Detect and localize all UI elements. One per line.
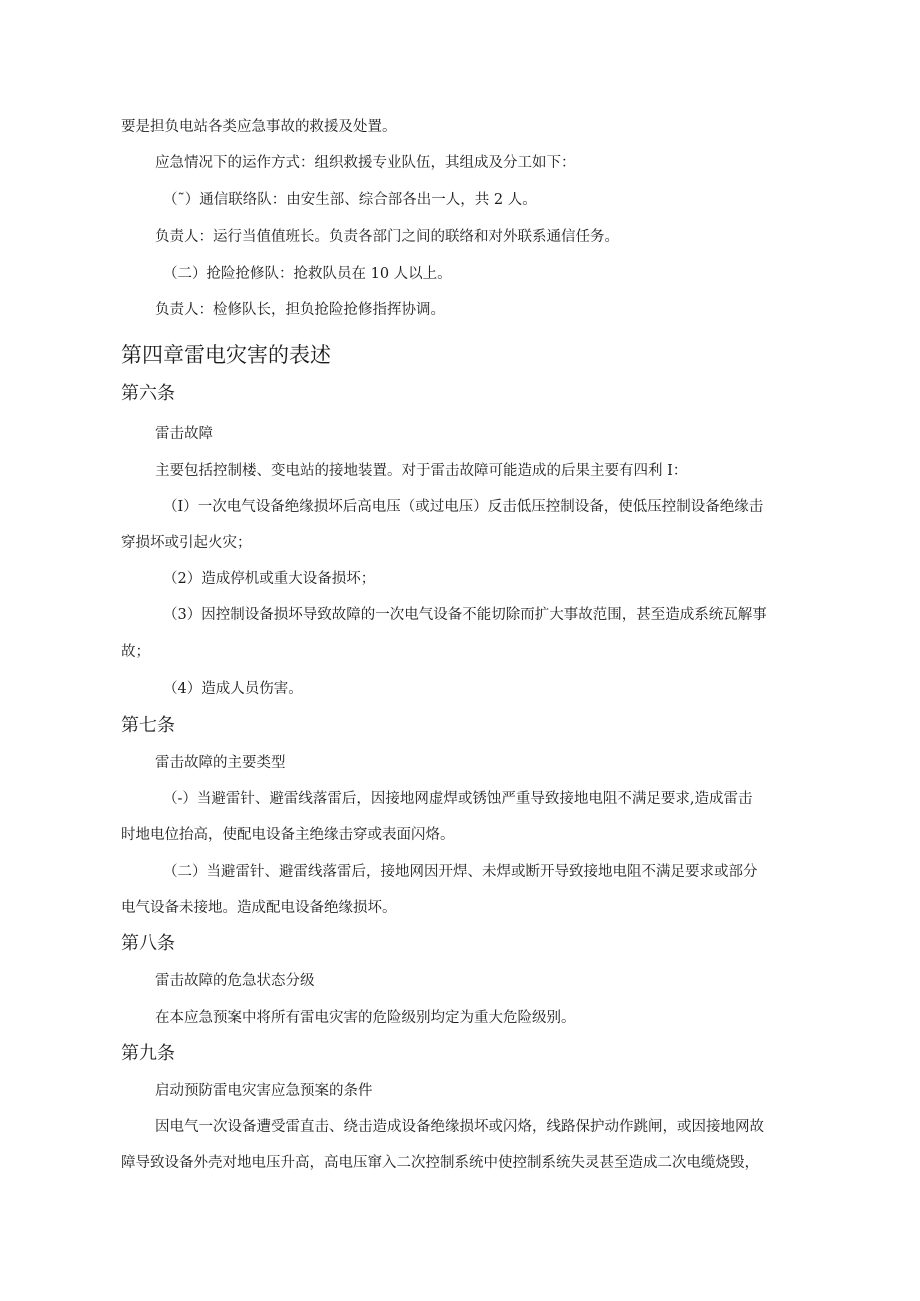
article-heading: 第八条 (121, 933, 175, 954)
list-item-line: （二）当避雷针、避雷线落雷后，接地网因开焊、未焊或断开导致接地电阻不满足要求或部分 (163, 864, 758, 880)
list-item-line: （˜）通信联络队：由安生部、综合部各出一人，共 2 人。 (163, 192, 537, 208)
article-heading: 第九条 (121, 1043, 175, 1064)
body-text-continuation: 时地电位抬高，使配电设备主绝缘击穿或表面闪烙。 (121, 827, 455, 843)
chapter-heading: 第四章雷电灾害的表述 (121, 343, 331, 367)
section-subtitle: 启动预防雷电灾害应急预案的条件 (155, 1083, 373, 1099)
body-text-line: 负责人：检修队长，担负抢险抢修指挥协调。 (155, 302, 445, 318)
article-heading: 第七条 (121, 715, 175, 736)
body-text-continuation: 电气设备未接地。造成配电设备绝缘损坏。 (121, 900, 397, 916)
list-item-line: （3）因控制设备损坏导致故障的一次电气设备不能切除而扩大事故范围，甚至造成系统瓦解事 (163, 607, 767, 623)
section-subtitle: 雷击故障 (155, 426, 213, 442)
body-text-line: 在本应急预案中将所有雷电灾害的危险级别均定为重大危险级别。 (155, 1010, 576, 1026)
list-item-line: （-）当避雷针、避雷线落雷后，因接地网虚焊或锈蚀严重导致接地电阻不满足要求,造成雷击 (163, 791, 753, 807)
body-text-line: 主要包括控制楼、变电站的接地装置。对于雷击故障可能造成的后果主要有四利 I： (155, 463, 688, 479)
list-item-line: （2）造成停机或重大设备损坏； (163, 571, 376, 587)
body-text-continuation: 障导致设备外壳对地电压升高，高电压窜入二次控制系统中使控制系统失灵甚至造成二次电缆烧毁， (121, 1155, 759, 1171)
list-item-line: （I）一次电气设备绝缘损坏后高电压（或过电压）反击低压控制设备，使低压控制设备绝缘击 (163, 499, 764, 515)
body-text-line: 负责人：运行当值值班长。负责各部门之间的联络和对外联系通信任务。 (155, 229, 619, 245)
section-subtitle: 雷击故障的危急状态分级 (155, 973, 315, 989)
body-text-line: 应急情况下的运作方式：组织救援专业队伍，其组成及分工如下： (155, 155, 576, 171)
body-text-continuation: 故； (121, 644, 150, 660)
list-item-line: （二）抢险抢修队：抢救队员在 10 人以上。 (163, 266, 452, 282)
article-heading: 第六条 (121, 383, 175, 404)
list-item-line: （4）造成人员伤害。 (163, 681, 303, 697)
body-text-line: 要是担负电站各类应急事故的救援及处置。 (121, 119, 397, 135)
body-text-line: 因电气一次设备遭受雷直击、绕击造成设备绝缘损坏或闪烙，线路保护动作跳闸，或因接地网故 (155, 1119, 764, 1135)
body-text-continuation: 穿损坏或引起火灾； (121, 535, 252, 551)
section-subtitle: 雷击故障的主要类型 (155, 755, 286, 771)
